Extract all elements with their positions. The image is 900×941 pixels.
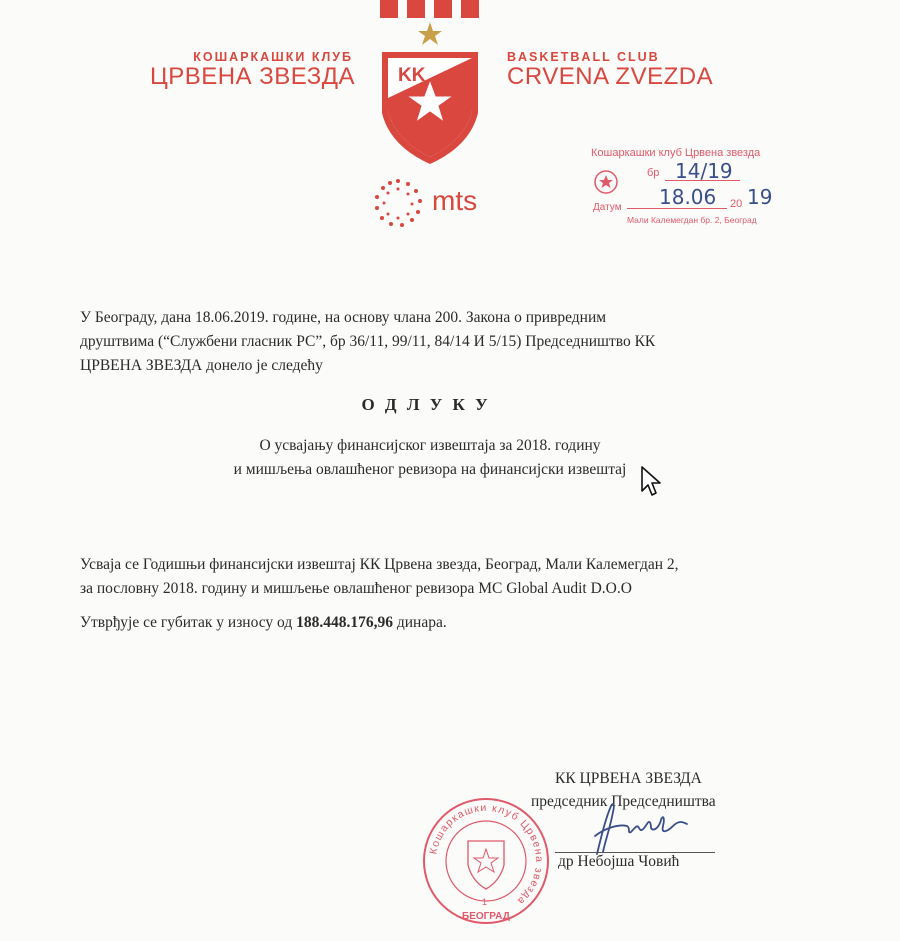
mts-logo-mark xyxy=(370,175,426,231)
mouse-cursor-icon xyxy=(640,465,664,499)
club-name-latin: CRVENA ZVEZDA xyxy=(507,63,714,90)
mts-wordmark: mts xyxy=(432,185,478,216)
registration-stamp xyxy=(587,145,797,233)
top-stripes xyxy=(380,0,480,18)
round-seal-stamp xyxy=(420,795,552,927)
decision-heading: О Д Л У К У xyxy=(361,395,491,414)
adoption-line-2: за пословну 2018. годину и мишљење овлашћеног ревизора MC Global Audit D.O.O xyxy=(80,580,632,597)
intro-line-1: У Београду, дана 18.06.2019. године, на основу члана 200. Закона о привредним xyxy=(80,309,607,326)
club-label-cyrillic: КОШАРКАШКИ КЛУБ xyxy=(193,50,353,64)
subject-line-2: и мишљења овлашћеног ревизора на финансијски извештај xyxy=(233,461,627,478)
svg-text:Кошаркашки клуб Црвена звезда xyxy=(427,802,545,908)
subject-line-1: О усвајању финансијског извештаја за 2018. годину xyxy=(259,437,601,454)
seal-ring-text: Кошаркашки клуб Црвена звезда xyxy=(427,801,546,908)
stamp-emblem-icon xyxy=(593,169,619,195)
stamp-date-label: Датум xyxy=(593,202,622,213)
club-crest-logo xyxy=(370,18,490,168)
signature-org: КК ЦРВЕНА ЗВЕЗДА xyxy=(555,770,702,787)
signature-role: председник Председништва xyxy=(531,793,716,810)
seal-number: 1 xyxy=(482,897,488,907)
stamp-year-prefix: 20 xyxy=(730,198,743,210)
loss-suffix: динара. xyxy=(396,614,447,631)
intro-line-3: ЦРВЕНА ЗВЕЗДА донело је следећу xyxy=(80,357,323,374)
stamp-year-value: 19 xyxy=(747,185,773,209)
stamp-address: Мали Калемегдан бр. 2, Београд xyxy=(627,215,757,225)
stamp-number-value: 14/19 xyxy=(675,159,733,183)
club-label-latin: BASKETBALL CLUB xyxy=(507,50,660,64)
stamp-date-value: 18.06 xyxy=(659,185,717,209)
signature-name: др Небојша Човић xyxy=(558,853,680,870)
stamp-title: Кошаркашки клуб Црвена звезда xyxy=(591,147,761,159)
intro-line-2: друштвима (“Службени гласник РС”, бр 36/11, 99/11, 84/14 И 5/15) Председништво КК xyxy=(80,333,656,350)
loss-prefix: Утврђује се губитак у износу од xyxy=(80,614,293,631)
adoption-paragraph xyxy=(80,553,860,601)
adoption-line-1: Усваја се Годишњи финансијски извештај КК Црвена звезда, Београд, Мали Калемегдан 2, xyxy=(80,556,679,573)
intro-paragraph xyxy=(80,306,840,378)
seal-city: БЕОГРАД xyxy=(462,911,510,922)
loss-paragraph xyxy=(80,611,840,635)
crest-letters: KK xyxy=(398,65,426,86)
club-name-cyrillic: ЦРВЕНА ЗВЕЗДА xyxy=(149,63,355,90)
stamp-number-label: бр xyxy=(647,167,660,179)
loss-amount: 188.448.176,96 xyxy=(296,614,393,631)
